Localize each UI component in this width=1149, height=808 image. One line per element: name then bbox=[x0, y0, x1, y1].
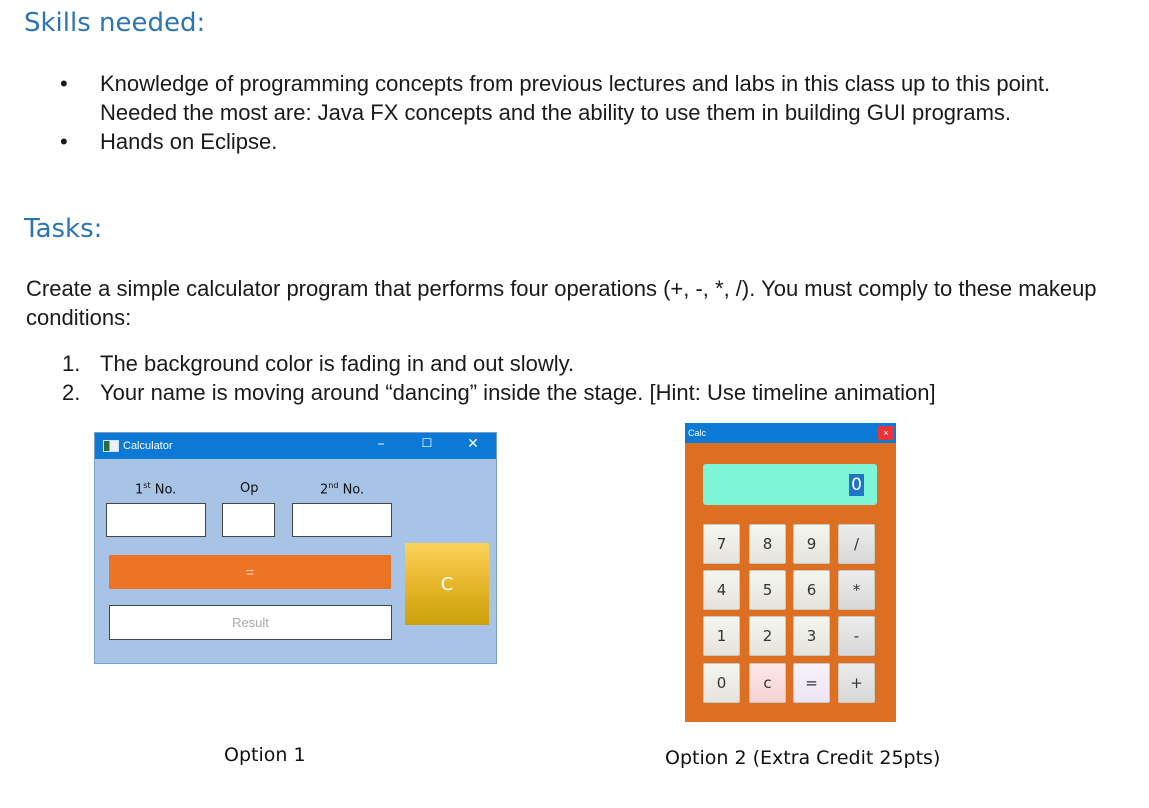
second-number-field[interactable] bbox=[292, 503, 392, 537]
list-item bbox=[26, 349, 1126, 378]
result-field[interactable]: Result bbox=[109, 605, 392, 640]
option2-calculator-window bbox=[685, 423, 896, 722]
key-0[interactable]: 0 bbox=[703, 663, 740, 703]
display-value: 0 bbox=[851, 475, 862, 495]
key-subtract[interactable]: - bbox=[838, 616, 875, 656]
operator-field[interactable] bbox=[222, 503, 275, 537]
skill-text: Hands on Eclipse. bbox=[100, 129, 278, 154]
maximize-icon[interactable]: ☐ bbox=[421, 436, 433, 450]
option1-calculator-window bbox=[94, 432, 497, 664]
key-multiply[interactable]: * bbox=[838, 570, 875, 610]
equals-button[interactable]: = bbox=[109, 555, 391, 589]
key-6[interactable]: 6 bbox=[793, 570, 830, 610]
list-item bbox=[26, 127, 1126, 156]
list-item bbox=[26, 69, 1126, 127]
key-3[interactable]: 3 bbox=[793, 616, 830, 656]
clear-button[interactable]: C bbox=[405, 543, 489, 625]
minimize-icon[interactable]: – bbox=[377, 436, 385, 452]
close-icon[interactable]: ✕ bbox=[467, 436, 479, 452]
close-icon[interactable]: × bbox=[878, 426, 894, 440]
bullet-icon: • bbox=[60, 71, 68, 96]
first-number-label: 1st No. bbox=[135, 481, 177, 498]
list-item bbox=[26, 378, 1126, 407]
skill-text: Knowledge of programming concepts from previous lectures and labs in this class up to this point. Needed the most are: Java FX concepts and the ability to use them in building GUI programs. bbox=[100, 71, 1051, 125]
option1-caption: Option 1 bbox=[224, 744, 306, 766]
key-9[interactable]: 9 bbox=[793, 524, 830, 564]
bullet-icon: • bbox=[60, 129, 68, 154]
key-7[interactable]: 7 bbox=[703, 524, 740, 564]
key-divide[interactable]: / bbox=[838, 524, 875, 564]
app-icon bbox=[103, 440, 119, 452]
tasks-intro: Create a simple calculator program that performs four operations (+, -, *, /). You must comply to these makeup conditions: bbox=[26, 276, 1097, 330]
key-add[interactable]: + bbox=[838, 663, 875, 703]
key-4[interactable]: 4 bbox=[703, 570, 740, 610]
key-1[interactable]: 1 bbox=[703, 616, 740, 656]
skills-heading: Skills needed: bbox=[24, 8, 206, 38]
conditions-list bbox=[26, 349, 1126, 407]
option2-window-title: Calc bbox=[688, 428, 707, 438]
option2-caption: Option 2 (Extra Credit 25pts) bbox=[665, 747, 941, 769]
key-clear[interactable]: c bbox=[749, 663, 786, 703]
option1-window-title: Calculator bbox=[123, 440, 173, 452]
key-8[interactable]: 8 bbox=[749, 524, 786, 564]
condition-text: The background color is fading in and out slowly. bbox=[100, 351, 575, 376]
key-5[interactable]: 5 bbox=[749, 570, 786, 610]
tasks-heading: Tasks: bbox=[24, 214, 103, 244]
list-number: 2. bbox=[62, 380, 81, 405]
calc-display bbox=[703, 464, 877, 505]
list-number: 1. bbox=[62, 351, 81, 376]
operator-label: Op bbox=[240, 481, 259, 496]
first-number-field[interactable] bbox=[106, 503, 206, 537]
key-2[interactable]: 2 bbox=[749, 616, 786, 656]
option2-title-bar bbox=[685, 423, 896, 443]
option1-title-bar bbox=[95, 433, 496, 459]
second-number-label: 2nd No. bbox=[320, 481, 365, 498]
key-equals[interactable]: = bbox=[793, 663, 830, 703]
skills-list bbox=[26, 69, 1126, 156]
condition-text: Your name is moving around “dancing” inside the stage. [Hint: Use timeline animation] bbox=[100, 380, 936, 405]
